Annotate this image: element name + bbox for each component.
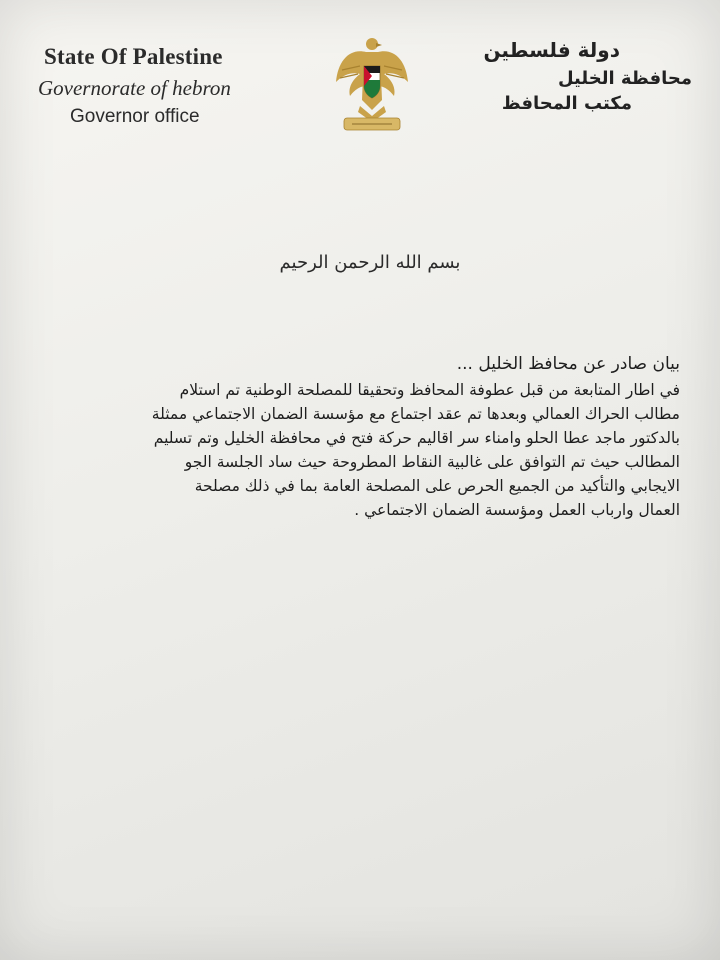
statement-line: العمال وارباب العمل ومؤسسة الضمان الاجتماعي . (354, 501, 680, 519)
english-state-name: State Of Palestine (44, 44, 223, 69)
palestine-eagle-emblem-icon (330, 30, 414, 134)
arabic-governorate-name: محافظة الخليل (557, 68, 692, 89)
english-office-name: Governor office (70, 106, 200, 127)
arabic-state-name: دولة فلسطين (483, 38, 620, 62)
statement-body (40, 352, 680, 522)
statement-line: بالدكتور ماجد عطا الحلو وامناء سر اقاليم حركة فتح في محافظة الخليل وتم تسليم (153, 429, 680, 447)
basmala-heading: بسم الله الرحمن الرحيم (279, 252, 461, 273)
statement-line: في اطار المتابعة من قبل عطوفة المحافظ وتحقيقا للمصلحة الوطنية تم استلام (179, 381, 680, 399)
statement-heading: بيان صادر عن محافظ الخليل ... (456, 354, 680, 374)
arabic-office-name: مكتب المحافظ (501, 93, 632, 114)
statement-line: مطالب الحراك العمالي وبعدها تم عقد اجتماع مع مؤسسة الضمان الاجتماعي ممثلة (151, 405, 680, 423)
english-letterhead (36, 44, 276, 128)
statement-line: المطالب حيث تم التوافق على غالبية النقاط المطروحة حيث ساد الجلسة الجو (184, 453, 680, 471)
english-governorate-name: Governorate of hebron (38, 76, 231, 100)
statement-line: الايجابي والتأكيد من الجميع الحرص على المصلحة العامة بما في ذلك مصلحة (194, 477, 680, 495)
arabic-letterhead (452, 38, 692, 114)
